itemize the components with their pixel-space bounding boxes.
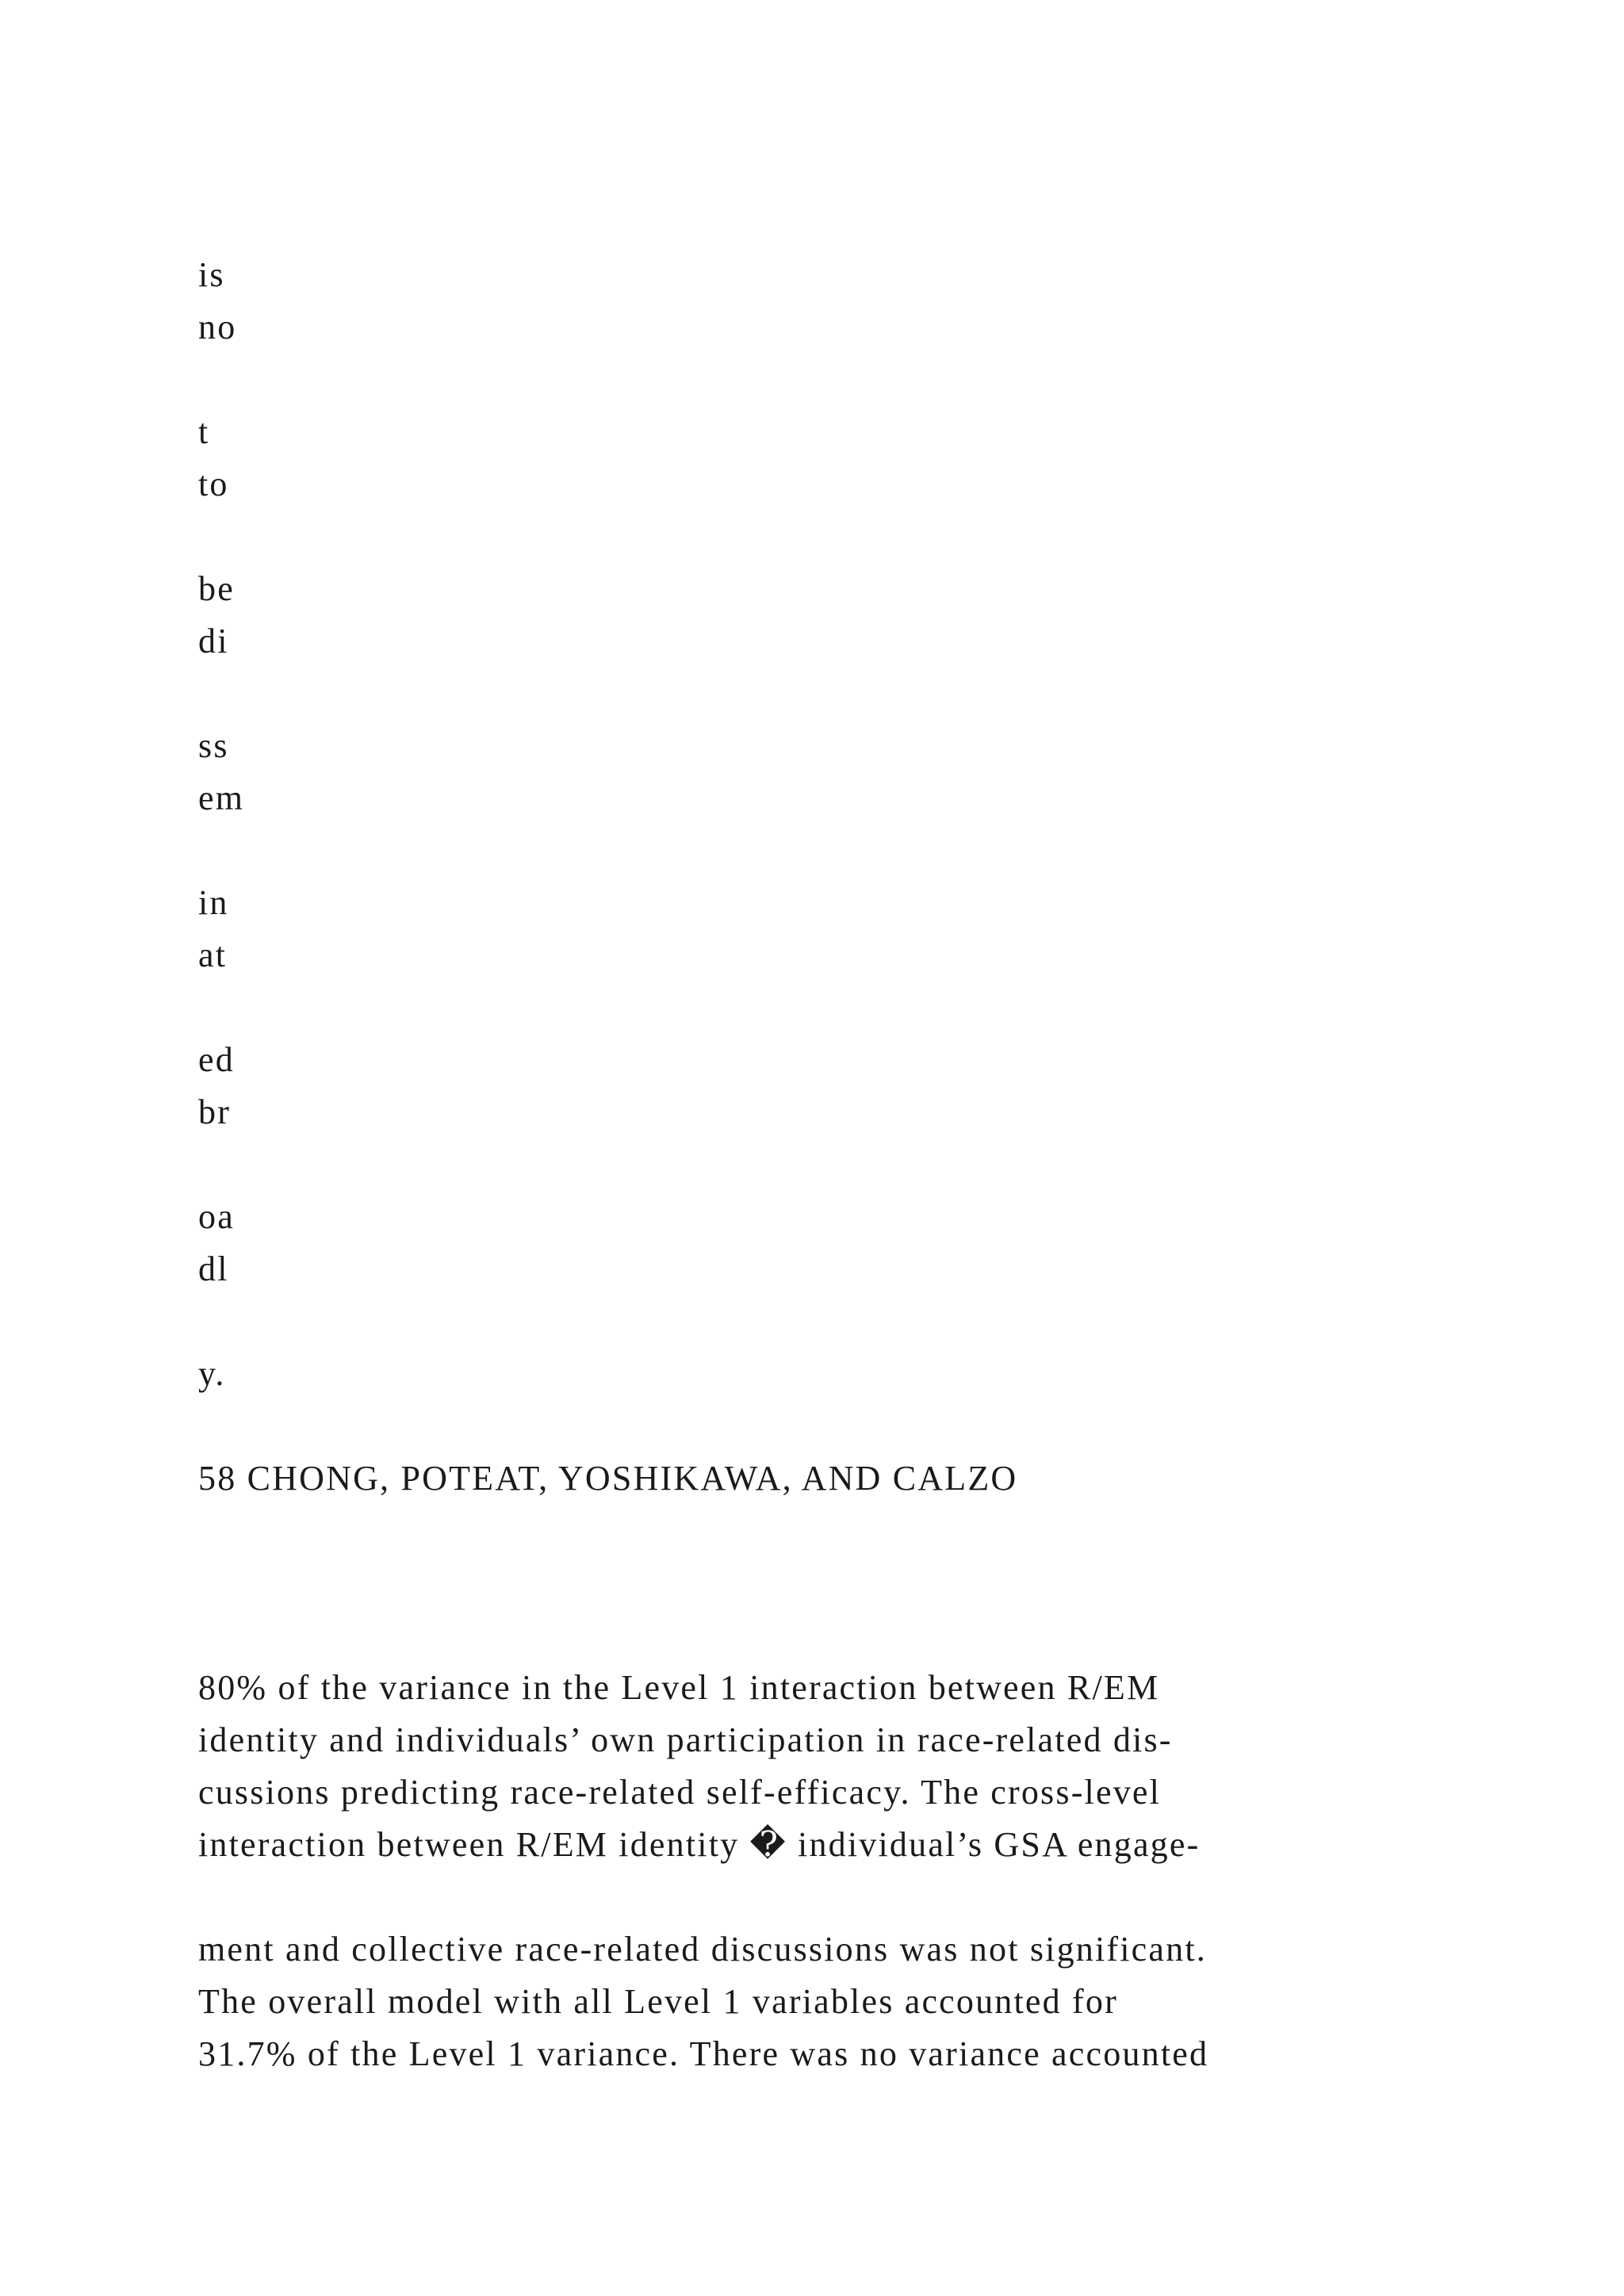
- fragment-text: be: [198, 569, 235, 608]
- fragment-text: y.: [198, 1354, 226, 1393]
- fragment-text: no: [198, 308, 237, 346]
- fragment-text: t: [198, 412, 210, 451]
- body-text-line: cussions predicting race-related self-efficacy. The cross-level: [198, 1773, 1162, 1812]
- body-text-line: identity and individuals’ own participation in race-related dis-: [198, 1720, 1173, 1759]
- fragment-text: to: [198, 465, 229, 503]
- fragment-text: at: [198, 936, 228, 974]
- body-text-line: 31.7% of the Level 1 variance. There was no variance accounted: [198, 2034, 1209, 2073]
- fragment-text: is: [198, 255, 225, 294]
- fragment-text: ss: [198, 726, 229, 765]
- fragment-text: oa: [198, 1197, 235, 1236]
- body-text-line: The overall model with all Level 1 variables accounted for: [198, 1982, 1118, 2021]
- fragment-text: ed: [198, 1040, 235, 1079]
- fragment-text: em: [198, 779, 245, 817]
- running-header: 58 CHONG, POTEAT, YOSHIKAWA, AND CALZO: [198, 1459, 1018, 1498]
- body-text-line: 80% of the variance in the Level 1 interaction between R/EM: [198, 1668, 1160, 1707]
- fragment-text: in: [198, 883, 229, 922]
- fragment-text: di: [198, 622, 229, 660]
- body-text-line: interaction between R/EM identity � individual’s GSA engage-: [198, 1825, 1201, 1864]
- fragment-text: br: [198, 1093, 232, 1131]
- fragment-text: dl: [198, 1249, 229, 1288]
- body-text-line: ment and collective race-related discussions was not significant.: [198, 1930, 1207, 1969]
